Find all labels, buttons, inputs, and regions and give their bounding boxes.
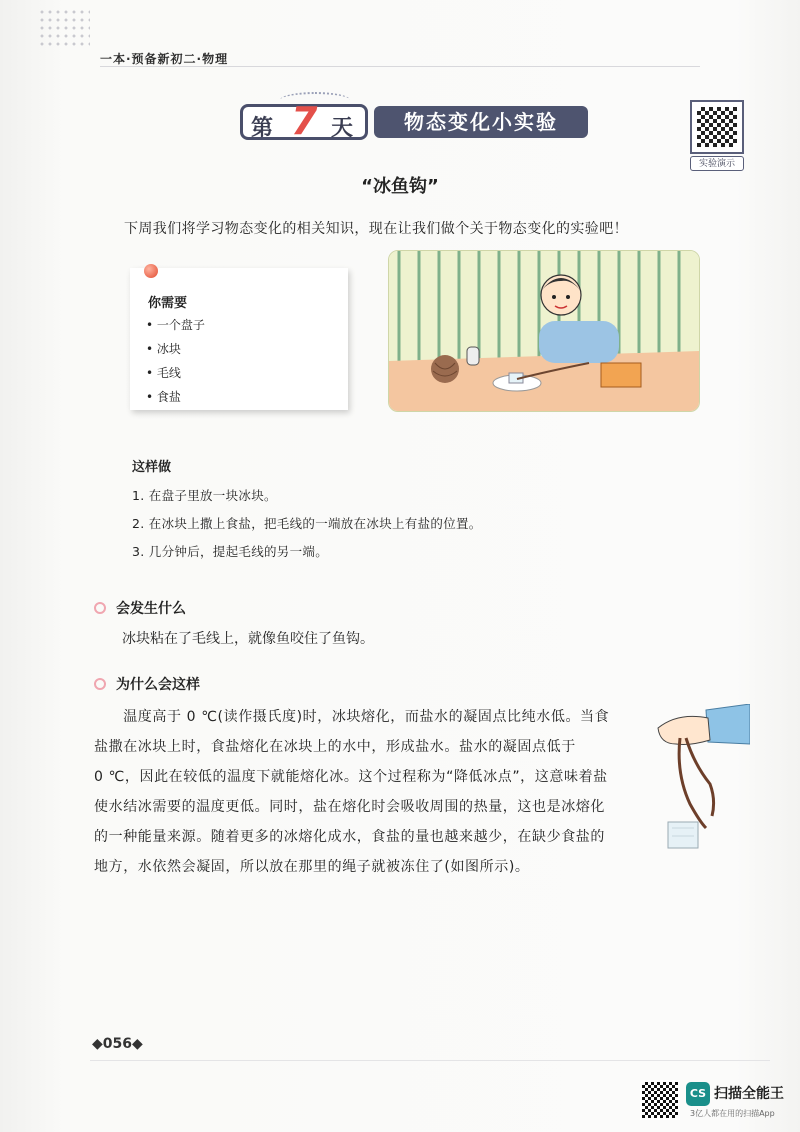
hand-with-string-image xyxy=(650,704,750,864)
day-prefix: 第 xyxy=(251,116,274,141)
ring-icon xyxy=(94,678,106,690)
material-item: • 毛线 xyxy=(146,366,181,380)
what-happens-heading-text: 会发生什么 xyxy=(116,601,186,617)
hand-string-ice-illustration xyxy=(650,704,750,864)
day-number: 7 xyxy=(291,99,318,143)
corner-dot-pattern xyxy=(38,8,90,48)
qr-code[interactable] xyxy=(690,100,744,154)
step-item: 2. 在冰块上撒上食盐，把毛线的一端放在冰块上有盐的位置。 xyxy=(132,516,482,531)
experiment-title: “冰鱼钩” xyxy=(361,176,439,197)
material-item: • 冰块 xyxy=(146,342,181,356)
why-heading xyxy=(94,674,200,694)
header-divider xyxy=(100,66,700,67)
why-line: 的一种能量来源。随着更多的冰熔化成水，食盐的量也越来越少，在缺少食盐的 xyxy=(94,829,605,845)
scanner-logo-icon: CS xyxy=(686,1082,710,1106)
why-line: 0 ℃，因此在较低的温度下就能熔化冰。这个过程称为“降低冰点”，这意味着盐 xyxy=(94,769,608,785)
why-line: 盐撒在冰块上时，食盐熔化在冰块上的水中，形成盐水。盐水的凝固点低于 xyxy=(94,739,576,755)
boy-experiment-image xyxy=(389,251,699,411)
day-box xyxy=(240,99,368,143)
ring-icon xyxy=(94,602,106,614)
title-banner xyxy=(240,99,588,143)
why-heading-text: 为什么会这样 xyxy=(116,677,200,693)
qr-pattern xyxy=(697,107,737,147)
lesson-title: 物态变化小实验 xyxy=(374,106,588,138)
footer-divider xyxy=(90,1060,770,1061)
scanner-tagline: 3亿人都在用的扫描App xyxy=(690,1109,775,1118)
page-number: ◆056◆ xyxy=(92,1036,143,1052)
materials-heading: 你需要 xyxy=(148,296,188,311)
intro-text: 下周我们将学习物态变化的相关知识，现在让我们做个关于物态变化的实验吧！ xyxy=(124,221,628,237)
why-line: 地方，水依然会凝固，所以放在那里的绳子就被冻住了(如图所示)。 xyxy=(94,859,530,875)
material-item: • 食盐 xyxy=(146,390,181,404)
scanner-qr-code[interactable] xyxy=(640,1080,680,1120)
material-item: • 一个盘子 xyxy=(146,318,205,332)
what-happens-text: 冰块粘在了毛线上，就像鱼咬住了鱼钩。 xyxy=(122,631,374,647)
steps-heading: 这样做 xyxy=(132,460,172,475)
what-happens-heading xyxy=(94,598,186,618)
pushpin-icon xyxy=(144,264,158,278)
scanner-app-name: 扫描全能王 xyxy=(714,1086,784,1102)
why-line: 温度高于 0 ℃(读作摄氏度)时，冰块熔化，而盐水的凝固点比纯水低。当食 xyxy=(94,709,610,725)
day-suffix: 天 xyxy=(331,116,354,141)
step-item: 1. 在盘子里放一块冰块。 xyxy=(132,488,277,503)
qr-label[interactable]: 实验演示 xyxy=(690,156,744,171)
step-item: 3. 几分钟后，提起毛线的另一端。 xyxy=(132,544,329,559)
why-line: 使水结冰需要的温度更低。同时，盐在熔化时会吸收周围的热量，这也是冰熔化 xyxy=(94,799,605,815)
experiment-illustration xyxy=(388,250,700,412)
series-header: 一本·预备新初二·物理 xyxy=(100,52,229,66)
scanner-qr-pattern xyxy=(642,1082,678,1118)
